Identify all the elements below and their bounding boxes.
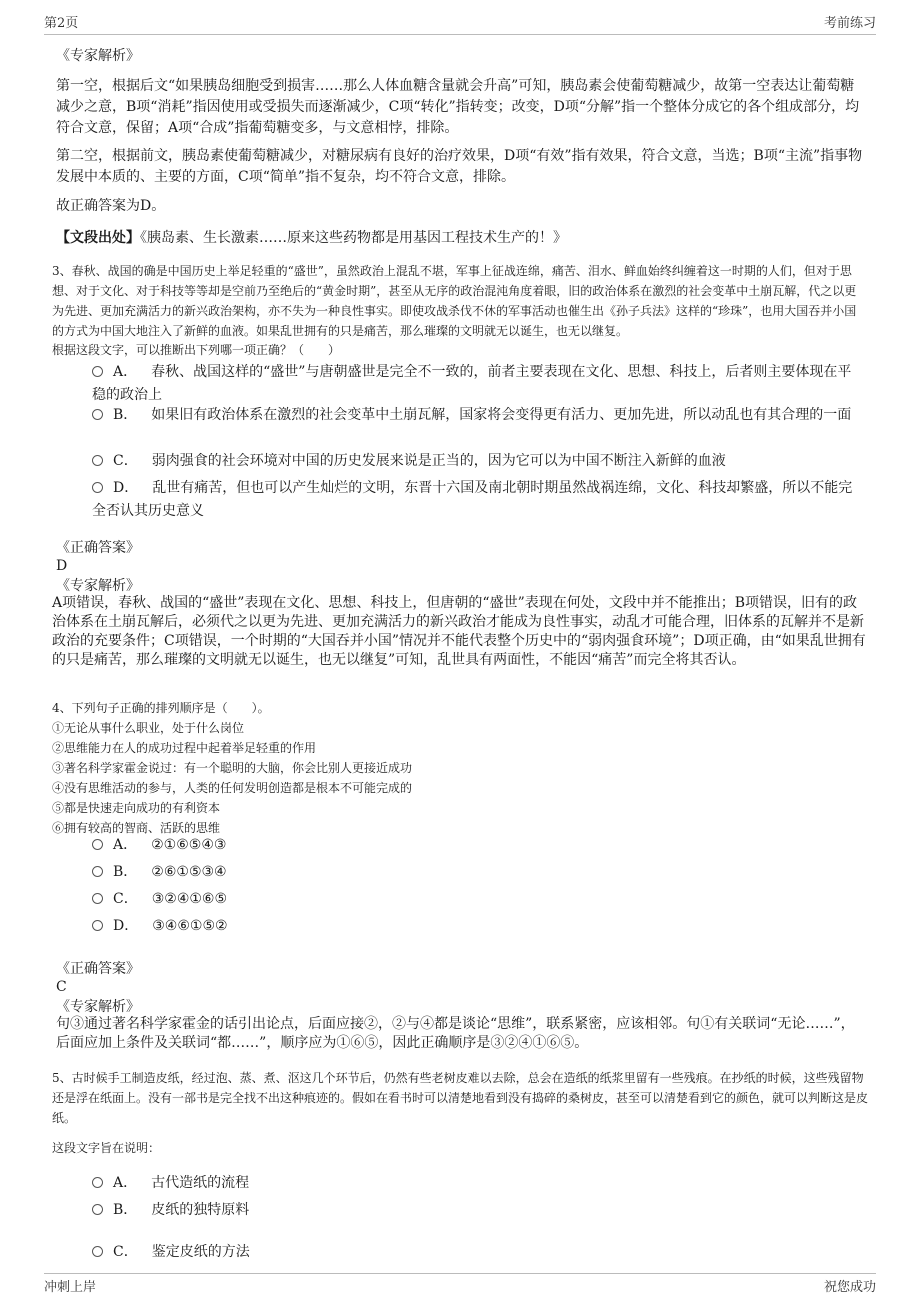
radio-icon[interactable] [92, 1246, 103, 1257]
q4-sentence: ②思维能力在人的成功过程中起着举足轻重的作用 [52, 741, 317, 755]
q2-conclusion: 故正确答案为D。 [56, 198, 166, 214]
q4-option-d[interactable] [92, 915, 860, 938]
q4-sentence: ⑥拥有较高的智商、活跃的思维 [52, 821, 221, 835]
footer-left: 冲刺上岸 [44, 1280, 97, 1295]
q4-option-c[interactable] [92, 888, 860, 911]
q2-analysis-para2: 第二空，根据前文，胰岛素使葡萄糖减少，对糖尿病有良好的治疗效果，D项“有效”指有效果，符合文意，当选；B项“主流”指事物发展中本质的、主要的方面，C项“简单”指不复杂，均不符合文意，排除。 [56, 148, 863, 185]
option-label: D． [113, 480, 139, 496]
radio-icon[interactable] [92, 1177, 103, 1188]
radio-icon[interactable] [92, 866, 103, 877]
option-text: ③②④①⑥⑤ [151, 891, 228, 907]
option-text: ③④⑥①⑤② [152, 918, 228, 934]
option-label: B． [113, 407, 138, 423]
option-label: A． [113, 837, 138, 853]
q5-option-b[interactable] [92, 1199, 860, 1222]
q3-prompt: 根据这段文字，可以推断出下列哪一项正确？（ ） [52, 343, 341, 357]
page-header [44, 12, 876, 35]
q2-analysis-title: 《专家解析》 [56, 48, 140, 64]
radio-icon[interactable] [92, 366, 103, 377]
q5-prompt: 这段文字旨在说明： [52, 1141, 161, 1155]
q4-sentence: ①无论从事什么职业，处于什么岗位 [52, 721, 245, 735]
q3-option-d[interactable] [92, 477, 860, 523]
option-text: 春秋、战国这样的“盛世”与唐朝盛世是完全不一致的，前者主要表现在文化、思想、科技上，后者则主要体现在平稳的政治上 [92, 364, 852, 403]
option-text: 鉴定皮纸的方法 [151, 1244, 250, 1260]
q3-answer: D [56, 558, 68, 574]
radio-icon[interactable] [92, 409, 103, 420]
q4-stem: 4、下列句子正确的排列顺序是（ ）。 [52, 701, 270, 715]
q4-option-b[interactable] [92, 861, 860, 884]
q4-option-a[interactable] [92, 834, 860, 857]
q2-source-label: 【文段出处】 [56, 230, 140, 246]
q4-sentence: ④没有思维活动的参与，人类的任何发明创造都是根本不可能完成的 [52, 781, 413, 795]
option-label: C． [113, 891, 138, 907]
q5-option-c[interactable] [92, 1241, 860, 1264]
header-title: 考前练习 [823, 16, 876, 31]
radio-icon[interactable] [92, 1204, 103, 1215]
option-label: D． [113, 918, 139, 934]
option-text: 乱世有痛苦，但也可以产生灿烂的文明，东晋十六国及南北朝时期虽然战祸连绵，文化、科技却繁盛，所以不能完全否认其历史意义 [92, 480, 853, 519]
option-text: 如果旧有政治体系在激烈的社会变革中土崩瓦解，国家将会变得更有活力、更加先进，所以动乱也有其合理的一面 [151, 407, 852, 423]
radio-icon[interactable] [92, 455, 103, 466]
option-text: 古代造纸的流程 [151, 1175, 250, 1191]
radio-icon[interactable] [92, 482, 103, 493]
q4-sentence-list [52, 718, 868, 838]
q3-stem: 3、春秋、战国的确是中国历史上举足轻重的“盛世”，虽然政治上混乱不堪，军事上征战连绵，痛苦、泪水、鲜血始终纠缠着这一时期的人们，但对于思想、对于文化、对于科技等等却是空前乃至绝后的“黄金时期”，甚至从无序的政治混沌角度着眼，旧的政治体系在激烈的社会变革中土崩瓦解，代之以更为先进、更加充满活力的新兴政治架构，亦不失为一种良性事实。即使攻战杀伐不休的军事活动也催生出《孙子兵法》这样的“珍珠”，也用大国吞并小国的方式为中国大地注入了新鲜的血液。如果乱世拥有的只是痛苦，那么璀璨的文明就无以诞生，也无以继复。 [52, 264, 857, 338]
q3-option-a[interactable] [92, 361, 860, 407]
q3-analysis: A项错误，春秋、战国的“盛世”表现在文化、思想、科技上，但唐朝的“盛世”表现在何处，文段中并不能推出；B项错误，旧有的政治体系在土崩瓦解后，必须代之以更为先进、更加充满活力的新兴政治才能成为良性事实，动乱才可能合理，旧体系的瓦解并不是新政治的充要条件；C项错误，一个时期的“大国吞并小国”情况并不能代表整个历史中的“弱肉强食环境”；D项正确，由“如果乱世拥有的只是痛苦，那么璀璨的文明就无以诞生，也无以继复”可知，乱世具有两面性，不能因“痛苦”而完全将其否认。 [52, 595, 866, 668]
option-text: ②⑥①⑤③④ [151, 864, 227, 880]
q2-source-text: 《胰岛素、生长激素……原来这些药物都是用基因工程技术生产的！》 [140, 230, 567, 246]
q3-option-b[interactable] [92, 404, 860, 427]
option-label: B． [113, 1202, 138, 1218]
option-label: A． [113, 1175, 138, 1191]
radio-icon[interactable] [92, 839, 103, 850]
q4-sentence: ⑤都是快速走向成功的有利资本 [52, 801, 221, 815]
q2-analysis-para1: 第一空，根据后文“如果胰岛细胞受到损害……那么人体血糖含量就会升高”可知，胰岛素会使葡萄糖减少，故第一空表达让葡萄糖减少之意，B项“消耗”指因使用或受损失而逐渐减少，C项“转化”指转变；改变，D项“分解”指一个整体分成它的各个组成部分，均符合文意，保留；A项“合成”指葡萄糖变多，与文意相悖，排除。 [56, 78, 860, 136]
option-label: C． [113, 453, 138, 469]
page-footer [44, 1273, 876, 1296]
footer-right: 祝您成功 [823, 1280, 876, 1295]
q2-source [56, 228, 864, 249]
q3-answer-title: 《正确答案》 [56, 540, 140, 556]
option-label: C． [113, 1244, 138, 1260]
q4-answer: C [56, 979, 67, 995]
page-number: 第2页 [44, 16, 79, 31]
q5-option-a[interactable] [92, 1172, 860, 1195]
option-text: 皮纸的独特原料 [151, 1202, 250, 1218]
q4-analysis-title: 《专家解析》 [56, 999, 140, 1015]
q4-analysis: 句③通过著名科学家霍金的话引出论点，后面应接②，②与④都是谈论“思维”，联系紧密，应该相邻。句①有关联词“无论……”，后面应加上条件及关联词“都……”，顺序应为①⑥⑤，因此正确顺序是③②④①⑥⑤。 [56, 1016, 855, 1051]
option-label: B． [113, 864, 138, 880]
q5-stem: 5、古时候手工制造皮纸，经过泡、蒸、煮、沤这几个环节后，仍然有些老树皮难以去除，总会在造纸的纸浆里留有一些残痕。在抄纸的时候，这些残留物还是浮在纸面上。没有一部书是完全找不出这种痕迹的。假如在看书时可以清楚地看到没有捣碎的桑树皮，甚至可以清楚看到它的颜色，就可以判断这是皮纸。 [52, 1071, 869, 1125]
radio-icon[interactable] [92, 920, 103, 931]
option-text: 弱肉强食的社会环境对中国的历史发展来说是正当的，因为它可以为中国不断注入新鲜的血液 [151, 453, 726, 469]
q4-answer-title: 《正确答案》 [56, 961, 140, 977]
option-label: A． [113, 364, 138, 380]
q3-option-c[interactable] [92, 450, 860, 473]
radio-icon[interactable] [92, 893, 103, 904]
q3-analysis-title: 《专家解析》 [56, 578, 140, 594]
q4-sentence: ③著名科学家霍金说过：有一个聪明的大脑，你会比别人更接近成功 [52, 761, 413, 775]
option-text: ②①⑥⑤④③ [151, 837, 227, 853]
